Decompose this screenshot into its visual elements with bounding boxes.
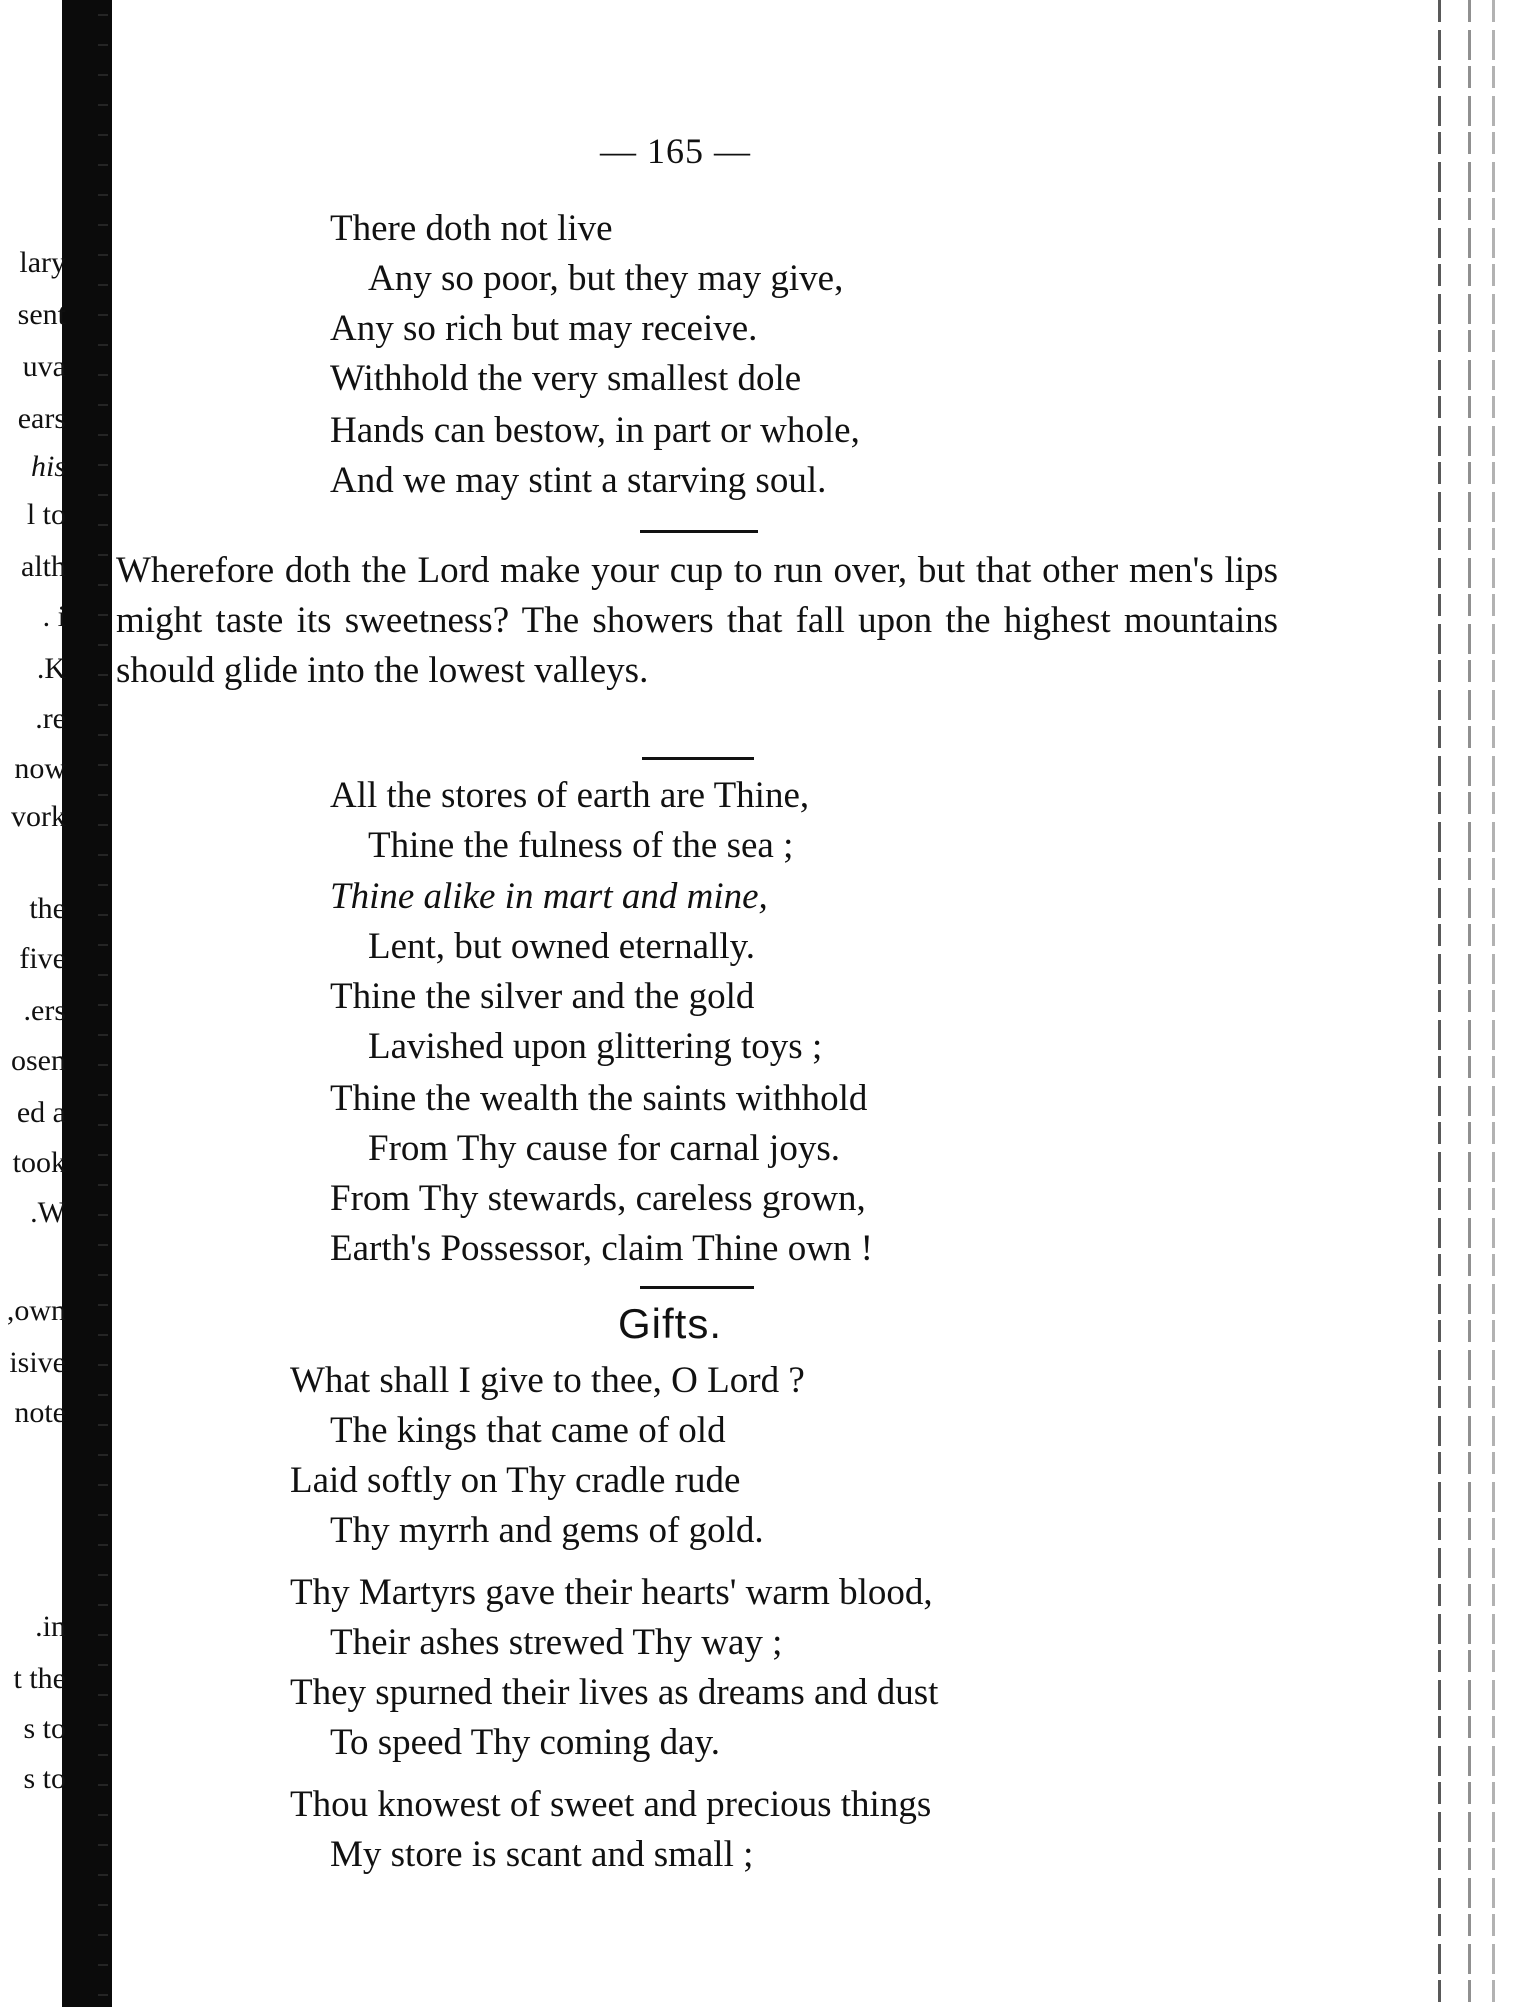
left-margin-fragment: vork (11, 800, 66, 833)
poem-line: All the stores of earth are Thine, (330, 775, 810, 816)
section-divider (640, 1286, 754, 1289)
poem-line: Their ashes strewed Thy way ; (330, 1622, 783, 1663)
left-margin-fragment: alth (21, 550, 66, 583)
poem-line: Thine alike in mart and mine, (330, 876, 768, 917)
poem-line: My store is scant and small ; (330, 1834, 754, 1875)
left-margin-fragment: t the (13, 1662, 66, 1695)
left-margin-fragment: s to (23, 1762, 66, 1795)
poem-line: Lent, but owned eternally. (368, 926, 756, 967)
poem-line: Laid softly on Thy cradle rude (290, 1460, 741, 1501)
left-margin-fragment: K. (36, 652, 66, 685)
left-margin-fragment: the (29, 892, 66, 925)
left-margin-fragment: uva (22, 350, 66, 383)
left-margin-fragment: i . (42, 600, 66, 633)
left-margin-fragment: s to (23, 1712, 66, 1745)
section-divider (642, 757, 754, 760)
left-margin-fragment: sent (17, 298, 66, 331)
prose-paragraph: Wherefore doth the Lord make your cup to run over, but that other men's lips might taste its sweetness? The showers that fall upon the highest mountains should glide into the lowest valleys. (116, 550, 1278, 691)
page-number: — 165 — (600, 131, 751, 171)
poem-line: Thou knowest of sweet and precious things (290, 1784, 932, 1825)
poem-line: Thy myrrh and gems of gold. (330, 1510, 764, 1551)
poem-line: Earth's Possessor, claim Thine own ! (330, 1228, 873, 1269)
poem-line: There doth not live (330, 208, 613, 249)
left-margin-fragment: ed a (16, 1096, 66, 1129)
poem-line: From Thy stewards, careless grown, (330, 1178, 866, 1219)
left-margin-fragment: ears (17, 402, 66, 435)
poem-line: Withhold the very smallest dole (330, 358, 802, 399)
poem-line: Thy Martyrs gave their hearts' warm blood, (290, 1572, 933, 1613)
left-margin-fragment: his (30, 450, 66, 483)
section-divider (640, 530, 758, 533)
poem-line: They spurned their lives as dreams and dust (290, 1672, 939, 1713)
left-margin-fragment: isive (9, 1346, 66, 1379)
left-margin-fragment: note (14, 1396, 66, 1429)
left-margin-fragment: own, (6, 1294, 66, 1327)
poem-line: And we may stint a starving soul. (330, 460, 827, 501)
left-margin-fragment: re. (35, 702, 66, 735)
binding-gutter-shadow (62, 0, 112, 2007)
poem-heading: Gifts. (618, 1300, 723, 1347)
poem-line: Any so rich but may receive. (330, 308, 758, 349)
right-page-edge-marks (1438, 0, 1441, 2007)
poem-line: Any so poor, but they may give, (368, 258, 844, 299)
poem-line: Hands can bestow, in part or whole, (330, 410, 860, 451)
left-margin-fragment: now (14, 752, 66, 785)
left-margin-fragment: took (12, 1146, 66, 1179)
left-margin-fragment: l to (26, 498, 66, 531)
right-page-edge-marks (1492, 0, 1495, 2007)
poem-line: To speed Thy coming day. (330, 1722, 720, 1763)
poem-line: Thine the wealth the saints withhold (330, 1078, 868, 1119)
left-margin-fragment: osen (11, 1044, 66, 1077)
left-margin-fragment: five (19, 942, 66, 975)
left-margin-fragment: ers. (23, 994, 66, 1027)
right-page-edge-marks (1468, 0, 1471, 2007)
left-margin-fragment: lary (19, 246, 66, 279)
poem-line: Thine the silver and the gold (330, 976, 755, 1017)
poem-line: Thine the fulness of the sea ; (368, 825, 794, 866)
poem-line: From Thy cause for carnal joys. (368, 1128, 840, 1169)
poem-line: What shall I give to thee, O Lord ? (290, 1360, 805, 1401)
left-margin-fragment: in. (35, 1610, 66, 1643)
left-margin-fragment: W. (30, 1196, 66, 1229)
poem-line: Lavished upon glittering toys ; (368, 1026, 823, 1067)
poem-line: The kings that came of old (330, 1410, 726, 1451)
